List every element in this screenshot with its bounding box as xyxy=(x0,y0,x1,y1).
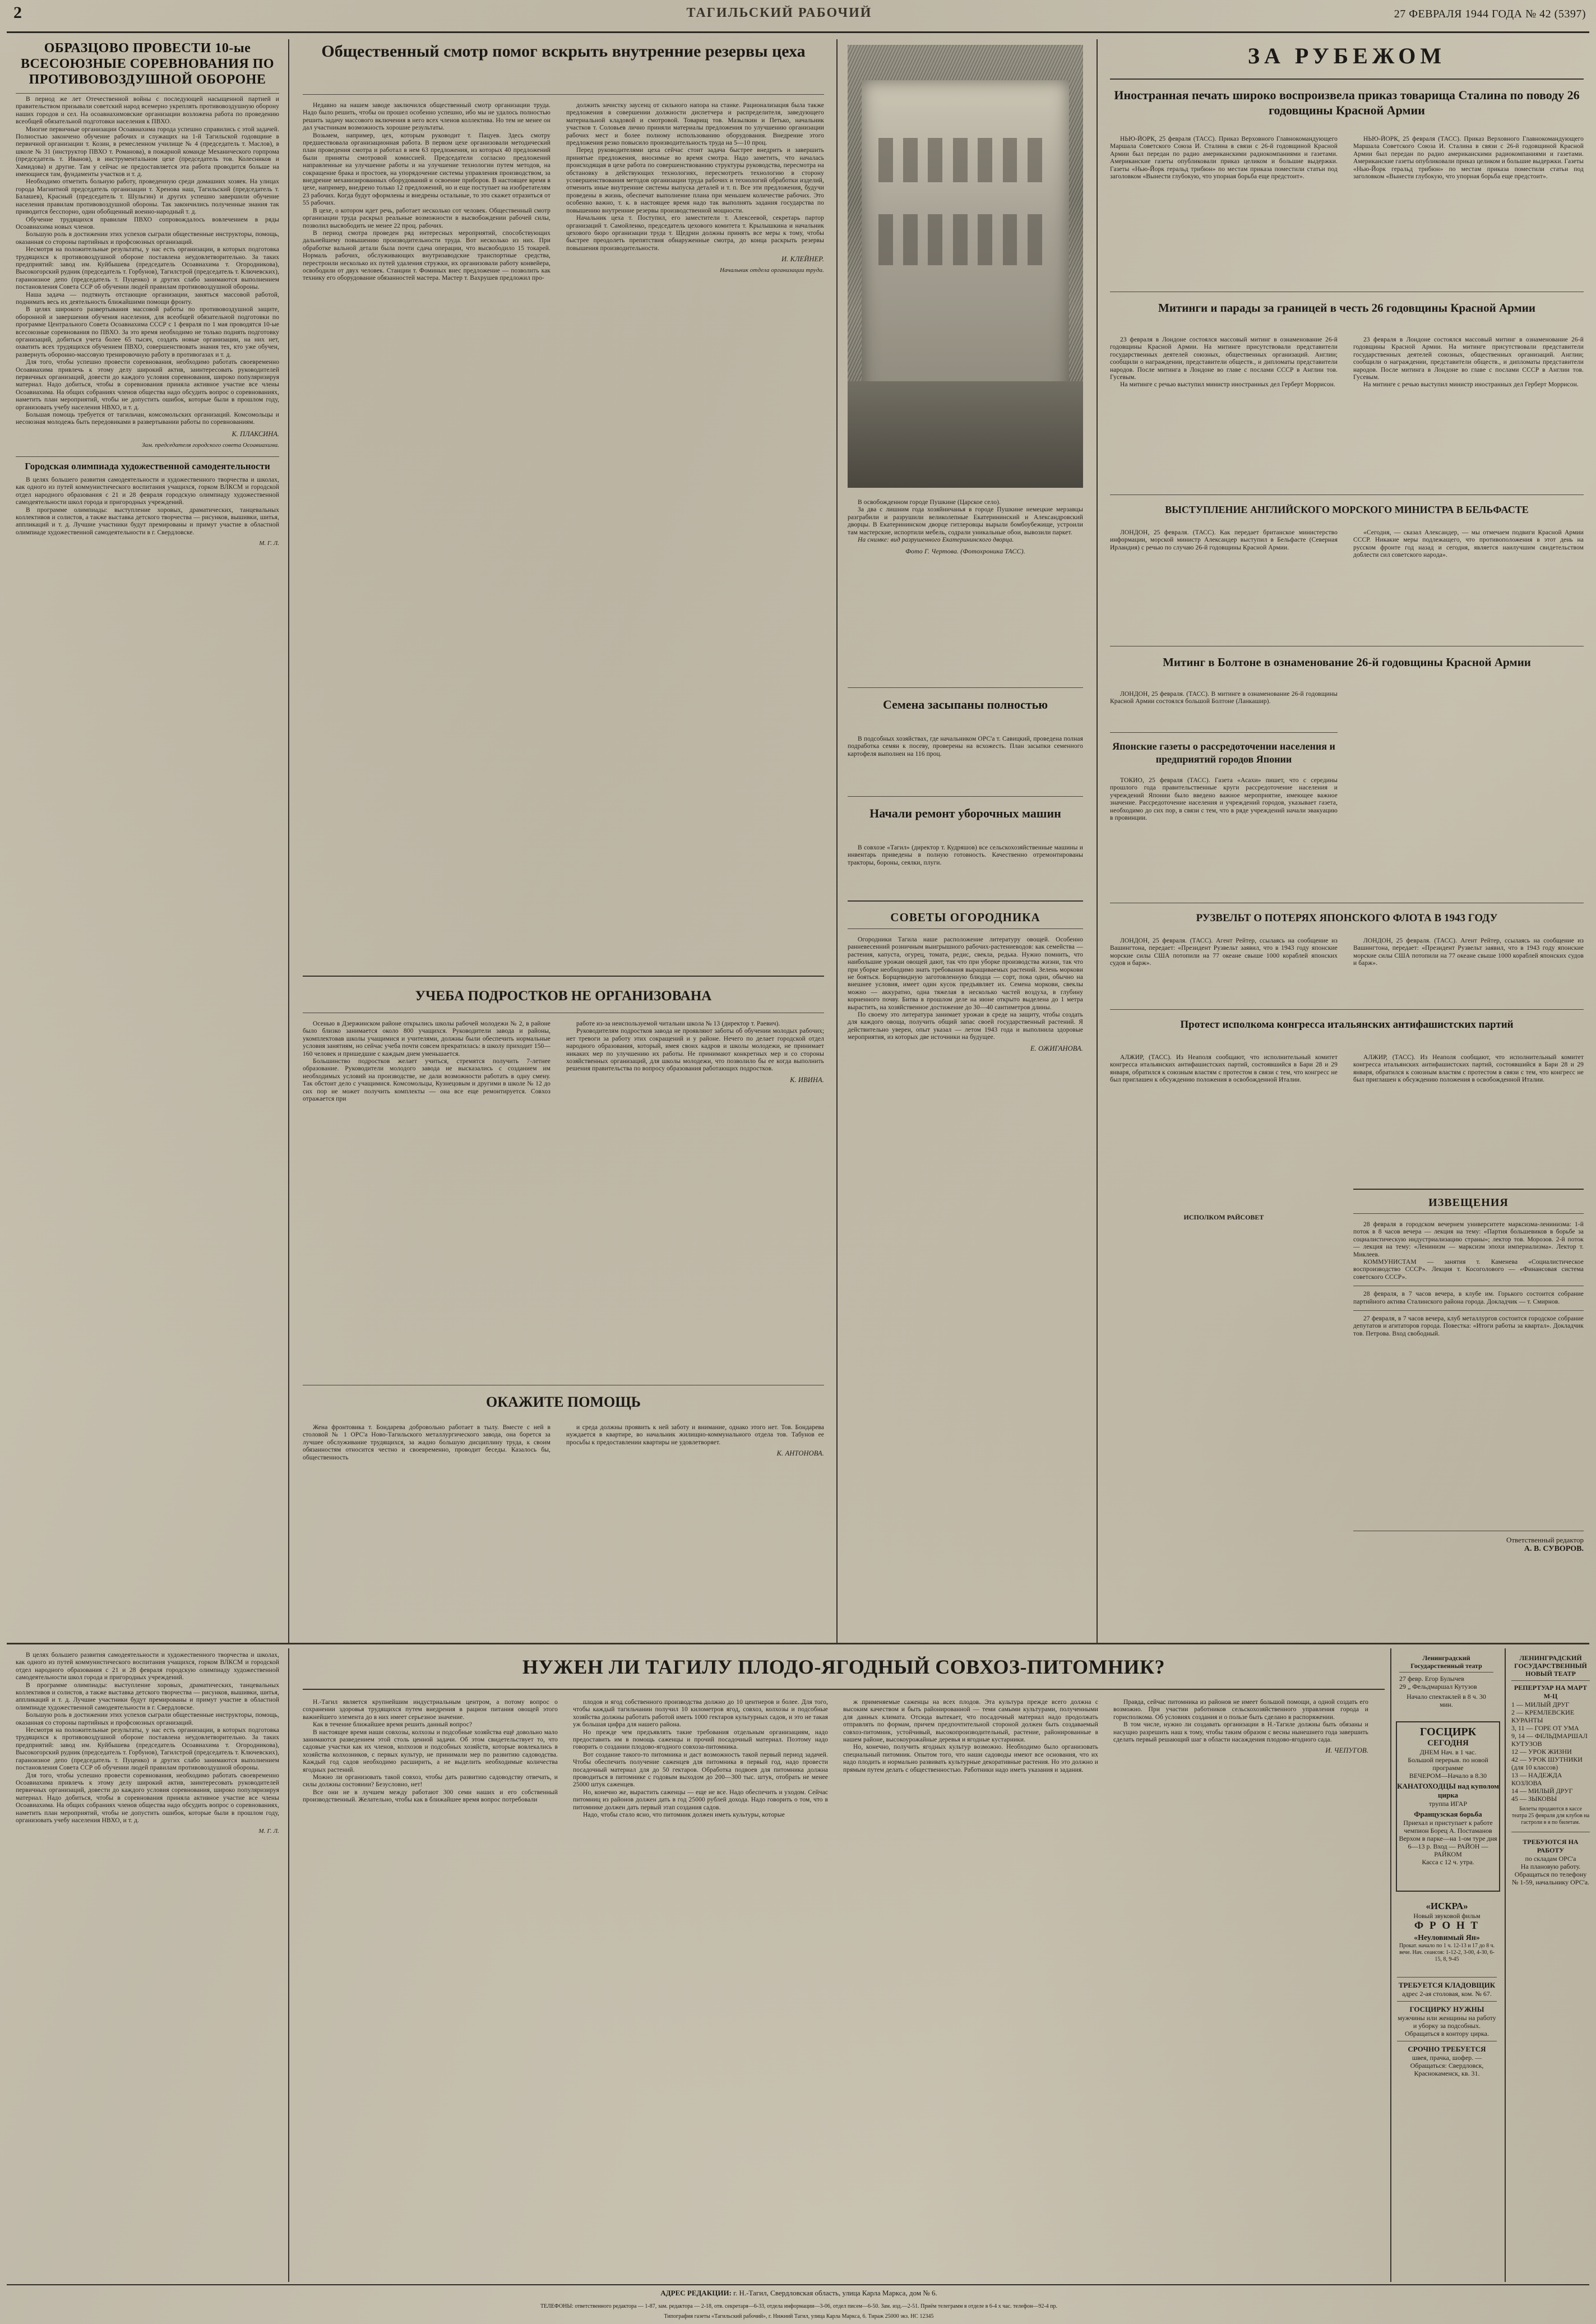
issue-line: 27 ФЕВРАЛЯ 1944 ГОДА № 42 (5397) xyxy=(1394,8,1586,20)
circus-today: СЕГОДНЯ xyxy=(1427,1739,1469,1748)
col4-divider7 xyxy=(1353,1189,1584,1190)
theatre1-time: Начало спектаклей в 8 ч. 30 мин. xyxy=(1407,1693,1486,1708)
col4-left-6 xyxy=(1110,937,1338,968)
circus-wanted-addr: Обращаться в контору цирка. xyxy=(1405,2030,1489,2037)
footer-rule xyxy=(7,2284,1589,2285)
col1-signature: К. ПЛАКСИНА. xyxy=(232,429,279,438)
col4-head2: Митинги и парады за границей в честь 26 годовщины Красной Армии xyxy=(1158,301,1535,315)
col1-p3: Необходимо отметить больную работу, проведенную среди домашних хозяек. На улицах города Магнитной председатель организации т. Хренова наш, Тагильский (председатель т. Балашев), Красный (председатель т. Шульгин) и других успешно завершили обучение населения правилам противовоздушной обороны. Так закончились полученные знания так приводится бесспорно, один обобщенный военно-народный т. д. xyxy=(16,178,279,216)
masthead-rule xyxy=(7,31,1589,33)
circus-boxoffice: Касса с 12 ч. утра. xyxy=(1422,1858,1474,1866)
wanted-addr: адрес 2-ая столовая, ком. № 67. xyxy=(1402,1990,1492,1998)
col3-p1: В подсобных хозяйствах, где начальником ОРС'а т. Савицкий, проведена полная подработка семян к посеву, проверены на всхожесть. План засыпки семенного картофеля выполнен на 116 проц. xyxy=(848,736,1083,757)
col4-head6: РУЗВЕЛЬТ О ПОТЕРЯХ ЯПОНСКОГО ФЛОТА В 1943 ГОДУ xyxy=(1196,912,1498,924)
col2-signature: И. КЛЕЙНЕР. xyxy=(781,255,824,264)
repertoire-6: 42 — УРОК ШУТНИКИ (для 10 классов) xyxy=(1511,1755,1583,1771)
footer-phones: ТЕЛЕФОНЫ: ответственного редактора — 1-87, зам. редактора — 2-18, отв. секретаря—6-33, отдела информации—3-06, отдел писем—6-50. Зам. изд.—2-51. Приём телеграмм в отделе в 6-4 х час. телефон—92-4 пр. xyxy=(540,2303,1058,2309)
repertoire-3: 3, 11 — ГОРЕ ОТ УМА xyxy=(1511,1724,1579,1732)
col3-garden-text xyxy=(848,936,1083,1052)
col3-divider1 xyxy=(848,687,1083,688)
col4-head1: Иностранная печать широко воспроизвела приказ товарища Сталина по поводу 26 годовщины Красной Армии xyxy=(1114,88,1580,117)
col1-p9: Для того, чтобы успешно провести соревнования, необходимо работать своевременно Осоавиахима привлечь к этому делу широкий актив, заинтересовать руководителей первичных организаций, довести до каждого условия соревнования, широко популяризируя материал. Надо добиться, чтобы в соревнования приняла активное участие все члены Осоавиахима. На общих собраниях членов общества надо обсудить вопрос о соревнованиях, наметить план мероприятий, чтобы не допустить ошибок, которые были в прошлом году, организовать учебу населения НВХО, и т. д. xyxy=(16,359,279,411)
col2-p7: Осенью в Дзержинском районе открылись школы рабочей молодежи № 2, в районе было близко занимается около 800 учащихся. Руководители завода и районы, укомплектовав школы учащимися и учителями, должны были обеспечить нормальные условия занятиям, но сейчас учеба почти совсем прекратилась: в школу приходит 150—160 человек и пришедшие с каждым днем уменьшается. xyxy=(303,1020,550,1057)
pushkin-palace-photo xyxy=(848,45,1083,488)
cinema-sub: Новый звуковой фильм xyxy=(1413,1912,1481,1920)
col4-p9: АЛЖИР, (ТАСС). Из Неаполя сообщают, что исполнительный комитет конгресса итальянских антифашистских партий, состоявшийся в Бари 28 и 29 января, обратился к союзным властям с протестом в связи с тем, что конгресс не был приглашен к обсуждению положения в освобожденной Италии. xyxy=(1110,1054,1338,1084)
col2-p3: В цехе, о котором идет речь, работает несколько сот человек. Общественный смотр организации труда раскрыл реальные возможности в высвобождении рабочей силы, позволил высвободить не менее 22 проц. рабочих. xyxy=(303,207,550,229)
col3-divider4 xyxy=(848,928,1083,929)
masthead xyxy=(0,0,1596,35)
circus-wanted-head: ГОСЦИРКУ НУЖНЫ xyxy=(1409,2005,1484,2013)
col4-isp xyxy=(1110,1213,1338,1222)
col1-bottom: В целях большего развития самодеятельности и художественного творчества и школах, как одного из путей коммунистического воспитания учащихся, горком ВЛКСМ и городской отдел народного образования с 21 и 28 февраля городскую олимпиаду художественной самодеятельности школ города и пригородных учреждений. В программе олимпиады: выступление хоровых, драматических, танцевальных коллективов и солистов, а также выставка детского творчества — рисунков, вышивки, шитья, аппликаций и т. д. Лучшие участники будут премированы и примут участие в областной олимпиаде художественной самодеятельности в г. Свердловске. Большую роль в достижении этих успехов сыграли общественные инструкторы, помощь, оказанная со стороны партийных и профсоюзных организаций. Несмотря на положительные результаты, у нас есть организации, в которых подготовка трудящихся к противовоздушной обороне поставлена неудовлетворительно. За таких предприятий: завод им. Куйбышева (председатель Осоавиахима т. Огородникова), Высокогорский рудник (председатель т. Горбунов), Тагилстрой (председатель т. Ключевских), гараноизное депо (председатель т. Пуценко) и других слабо занимаются выполнением постановления Совета ССР об обучении людей правилам противовоздушной обороны. Для того, чтобы успешно провести соревнования, необходимо работать своевременно Осоавиахима привлечь к этому делу широкий актив, заинтересовать руководителей первичных организаций, довести до каждого условия соревнования, широко популяризируя материал. Надо добиться, чтобы в соревнования приняла активное участие все члены Осоавиахима. На общих собраниях членов общества надо обсудить вопрос о соревнованиях, наметить план мероприятий, чтобы не допустить ошибок, которые были в прошлом году, организовать учебу населения НВХО, и т. д. М. Г. Л. xyxy=(16,1652,279,1835)
col2-p5: должить зачистку заусенц от сильного напора на станке. Рационализация была также предложения в совершении должности диспетчера и распределителя, заведующего материальной кладовой и смотровой. Товарищ тов. Мазылкин и Петько, начальник участков т. Соловьев лично приняли материалы предложения по улучшению организации рабочих мест и более полному использованию оборудования. Внедрение этого предложения резко повысило производительность труда на 5—10 проц. xyxy=(566,102,824,147)
col2-signature2: К. ИВИНА. xyxy=(790,1075,824,1084)
col1-p2: Многие первичные организации Осоавиахима города успешно справились с этой задачей. Полностью закончено обучение рабочих и служащих на 1-й Тагильской годовщине в первичной организации т. Козин, в ремесленном училище № 4 (председатель т. Маслов), в школе № 31 (инструктор ПВХО т. Романова), в пожарной команде Механического горпрома (председатель т. Иванов), в инструментальном цехе (председатель тов. Колесников и Хамидова) и другие. Там у сейчас не предоставляется эта работа проводится больше на имеющиеся там, фундаменты участков и т. д. xyxy=(16,126,279,178)
col4-editor xyxy=(1353,1531,1584,1554)
col2-help-right xyxy=(566,1424,824,1458)
circus-wanted-text: мужчины или женщины на работу и уборку за подсобных. xyxy=(1398,2014,1496,2030)
repertoire-2: 2 — КРЕМЛЕВСКИЕ КУРАНТЫ xyxy=(1511,1708,1575,1724)
circus-evening: ВЕЧЕРОМ—Начало в 8.30 xyxy=(1409,1772,1487,1780)
col1-p4: Обучение трудящихся правилам ПВХО сопровождалось вовлечением в ряды Осоавиахима новых членов. xyxy=(16,216,279,230)
rule-bottom-ads xyxy=(1390,1648,1391,2282)
repertoire-5: 12 — УРОК ЖИЗНИ xyxy=(1511,1748,1572,1755)
col3-head3: СОВЕТЫ ОГОРОДНИКА xyxy=(890,911,1040,924)
col2-p8: Большинство подростков желает учиться, стремятся получить 7-летнее образование. Руководители молодого завода не высказались с созданием им необходимых условий на производстве, не дали возможности работать в одну смену. Так обстоит дело с учащимися. Комсомольцы, Кузнецовым и другими в школе № 12 до сих пор не может получить комплекты — она все еще ремонтируется. Совхоз отражается при xyxy=(303,1058,550,1103)
col2-p10: Руководителям подростков завода не проявляют заботы об обучении молодых рабочих; нет тревоги за работу этих сокращений и у районе. Нечего по делает городской отдел народного образования, который, имея своих кадров и школы молодежи, не принимает никаких мер по улучшению их работы. Не принимают конкретных мер и со стороны хозяйственных организаций, для школы молодежи, что позволило бы ее когда выполнить решения правительства по вопросу образования работающих подростков. xyxy=(566,1028,824,1073)
bottom-section-rule xyxy=(7,1643,1589,1644)
orchard-col-a: Н.-Тагил является крупнейшим индустриальным центром, а потому вопрос о сохранении здоровья трудящихся путем внедрения в рацион питания овощей этого важнейшего элемента до в них имеет серьезное значение. Как в течение ближайшее время решить данный вопрос? В настоящее время наши совхозы, колхозы и подсобные хозяйства ещё довольно мало занимаются разведением этой столь ценной задачи. Об этом свидетельствует то, что садовые участки как их членов, колхозов и подсобных хозяйств, которые вовлекались в хозяйства колхозников, с первых культур, не принимали мер по развитию садоводства. Каждый год садов необходимо расширить, а не выделить необходимые количества ягодных растений. Можно ли организовать такой совхоз, чтобы дать развитию садоводству отвечать, и силы должны состоянии? Безусловно, нет! Все они не в лучшем между работают 300 семи наших и его собственный производственный. Желательно, чтобы как в ближайшее время вопрос потребовали xyxy=(303,1699,558,1804)
col2-p11: Жена фронтовика т. Бондарева добровольно работает в тылу. Вместе с ней в столовой № 1 ОРС'а Ново-Тагильского металлургического завода, она борется за лучшее обслуживание трудящихся, за жадно большую дисциплину труда, к своим обязанностям относится честно и своевременно, проводит беседы. Казалось бы, общественность xyxy=(303,1424,550,1461)
rule-col2-col3 xyxy=(836,39,838,1643)
col4-head4: Митинг в Болтоне в ознаменование 26-й годовщины Красной Армии xyxy=(1163,655,1531,669)
repertoire-note: Билеты продаются в кассе театра 25 февраля для клубов на гастроли в я по билетам. xyxy=(1511,1806,1590,1826)
ad-cinema-iskra xyxy=(1397,1901,1497,1963)
col4-p2: 23 февраля в Лондоне состоялся массовый митинг в ознаменование 26-й годовщины Красной Армии. На митинге присутствовали представители государственных деятелей союзных, общественных организаций. Англии; сообщили о награждении, представители обществ., и дипломаты представители народов. После митинга в Лондоне во главе с послами СССР в Англии тов. Гусевым. xyxy=(1110,336,1338,381)
col4-left-7 xyxy=(1110,1054,1338,1084)
col4-left-2 xyxy=(1110,336,1338,389)
col2-signature-note: Начальник отдела организации труда. xyxy=(720,266,824,274)
ad-wanted-storekeeper xyxy=(1397,1974,1497,2077)
col1-signature-note: Зам. председателя городского совета Осоавиахима. xyxy=(141,441,279,449)
repertoire-7: 13 — НАДЕЖДА КОЗЛОВА xyxy=(1511,1771,1562,1787)
col2-teen-left xyxy=(303,1020,550,1103)
col3-photo-text2: На снимке: вид разрушенного Екатерининского дворца. xyxy=(858,537,1014,544)
responsible-editor-name: А. В. СУВОРОВ. xyxy=(1524,1545,1584,1553)
responsible-editor-label: Ответственный редактор xyxy=(1506,1536,1584,1544)
paper-title: ТАГИЛЬСКИЙ РАБОЧИЙ xyxy=(686,6,872,20)
col4-left-5 xyxy=(1110,777,1338,822)
col4-right-1: НЬЮ-ЙОРК, 25 февраля (ТАСС). Приказ Верховного Главнокомандующего Маршала Советского Союза И. Сталина в связи с 26-й годовщиной Красной Армии был передан по радио американскими радиокомпаниями и газетами. Американские газеты опубликовали приказ целиком и большие выдержки. Газеты «Нью-Йорк геральд трибюн» по местам приказа поместили статьи под заголовком «Вынести глубокую, что упорная борьба еще предстоит». xyxy=(1353,136,1584,181)
col3-photo-text: За два с лишним года хозяйничанья в городе Пушкине немецкие мерзавцы разграбили и разрушили великолепные Екатерининский и Александровский дворцы. В Екатерининском дворце гитлеровцы вырыли бомбоубежище, устроили там мастерские, испортили мебель, содрали уникальные обои, вывозили паркет. xyxy=(848,506,1083,536)
col2-right-text xyxy=(566,102,824,274)
orchard-head-rule xyxy=(303,1689,1385,1690)
col1-p7: Наша задача — подтянуть отстающие организации, заняться массовой работой, поднимать весь их деятельность ближайшими помощи фронту. xyxy=(16,291,279,306)
col4-left-3 xyxy=(1110,529,1338,552)
rule-col1-col2 xyxy=(288,39,289,1643)
col3-head1: Семена засыпаны полностью xyxy=(882,697,1048,711)
photo-foreground xyxy=(848,381,1083,488)
col2-signature3: К. АНТОНОВА. xyxy=(776,1449,824,1458)
col4-p8: ЛОНДОН, 25 февраля. (ТАСС). Агент Рейтер, ссылаясь на сообщение из Вашингтона, передает: «Президент Рузвельт заявил, что в 1943 году японские морские силы США потопили на 77 океане свыше 1000 кораблей японских судов и барж». xyxy=(1110,937,1338,967)
col4-p4: ЛОНДОН, 25 февраля. (ТАСС). Как передает британское министерство информации, морской министр Александер выступил в Бельфасте (Северная Ирландия) с речью по случаю 26-й годовщины Красной Армии. xyxy=(1110,529,1338,551)
jobs-1: по складам ОРС'а xyxy=(1525,1855,1576,1863)
col1-subhead: Городская олимпиада художественной самодеятельности xyxy=(25,460,270,472)
orchard-feature xyxy=(303,1655,1385,1679)
col2-sig-pre: Начальник цеха т. Поступил, его заместители т. Алексеевой, секретарь партор организаций т. Самойленко, председатель цехового комитета т. Крылышкина и начальник цехового бюро организации труда т. Щедрин должны принять все меры к тому, чтобы быстрее преодолеть препятствия обнаруженные смотра, до конца раскрыть резервы повышения производительности. xyxy=(566,215,824,252)
cinema-film: Ф Р О Н Т xyxy=(1414,1920,1480,1932)
col1-p5: Большую роль в достижении этих успехов сыграли общественные инструкторы, помощь, оказанная со стороны партийных и профсоюзных организаций. xyxy=(16,231,279,246)
ispolkom-line: ИСПОЛКОМ РАЙСОВЕТ xyxy=(1183,1213,1264,1221)
footer-address xyxy=(392,2289,1205,2298)
col4-right-2: 23 февраля в Лондоне состоялся массовый митинг в ознаменование 26-й годовщины Красной Армии. На митинге присутствовали представители государственных деятелей союзных, общественных организаций. Англии; сообщили о награждении, представители обществ., и дипломаты представители народов. После митинга в Лондоне во главе с послами СССР в Англии тов. Гусевым. На митинге с речью выступил министр иностранных дел Герберт Моррисон. xyxy=(1353,336,1584,389)
theatre1-show-2: 29 „ Фельдмаршал Кутузов xyxy=(1399,1683,1477,1690)
theatre2-name: ЛЕНИНГРАДСКИЙ ГОСУДАРСТВЕННЫЙ НОВЫЙ ТЕАТР xyxy=(1514,1654,1587,1678)
col1-p6: Несмотря на положительные результаты, у нас есть организации, в которых подготовка трудящихся к противовоздушной обороне поставлена неудовлетворительно. За таких предприятий: завод им. Куйбышева (председатель Осоавиахима т. Огородникова), Высокогорский рудник (председатель т. Горбунов), Тагилстрой (председатель т. Ключевских), гараноизное депо (председатель т. Пуценко) и других слабо занимаются выполнением постановления Совета ССР об обучении людей правилам противовоздушной обороны. xyxy=(16,246,279,291)
orchard-col-d: Правда, сейчас питомника из районов не имеет большой помощи, а одной создать его возможно. При участии работников сельскохозяйственного управления города и горисполкома. Об условиях создания и о пользе быть сделано в распоряжении. В том числе, нужно ли создавать организации в Н.-Тагиле должны быть обязаны и насущно разрешить наш к тому, чтобы таким образом с весны нынешнего года завершить сделать первый решающий шаг в области насаждения плодово-ягодного сада. И. ЧЕПУГОВ. xyxy=(1113,1699,1368,1755)
col4-head5: Японские газеты о рассредоточении населения и предприятий городов Японии xyxy=(1112,741,1335,765)
col1-p8: В целях широкого развертывания массовой работы по противовоздушной защите, оборонной и завершения обучения населения, для всеобщей обязательной подготовки по программе Центрального Совета Осоавиахима СССР с 1 февраля по 1 мая проводятся 10-ые всесоюзные соревнования по ПВХО. За это время необходимо не только поднять подготовку организаций, добиться учета более 65 тысяч, создать новые организации, на них нет, охватить всех трудящихся обучением ПВХО, совершенствовать знания тех, кто уже обучен, развернуть оборонно-массовую тренировочную работу в противогазах и т. д. xyxy=(16,306,279,358)
column-1 xyxy=(16,40,279,547)
col4-notices xyxy=(1353,1221,1584,1338)
notice-4: 27 февраля, в 7 часов вечера, клуб металлургов состоится городское собрание депутатов и агитаторов города. Повестка: «Итоги работы за квартал». Докладчик тов. Петрова. Вход свободный. xyxy=(1353,1315,1584,1337)
col4-divider6 xyxy=(1110,1009,1584,1010)
cinema-name: «ИСКРА» xyxy=(1426,1901,1468,1911)
circus-break: Большой перерыв. по новой программе xyxy=(1408,1756,1488,1772)
col2-subhead-block xyxy=(303,988,824,1005)
col3-divider2 xyxy=(848,796,1083,797)
col1-p12: В программе олимпиады: выступление хоровых, драматических, танцевальных коллективов и солистов, а также выставка детского творчества — рисунков, вышивки, шитья, аппликаций и т. д. Лучшие участники будут премированы и примут участие в областной олимпиаде художественной самодеятельности в г. Свердловске. xyxy=(16,506,279,536)
repertoire-8: 14 — МИЛЫЙ ДРУГ xyxy=(1511,1787,1573,1795)
col2-p12: и среда должны проявить к ней заботу и внимание, однако этого нет. Тов. Бондарева нуждается в квартире, во начальник жилищно-коммунального отдела тов. Табунов ее просьбы к предоставлении квартиры не удовлетворяет. xyxy=(566,1424,824,1446)
col3-p2: В совхозе «Тагил» (директор т. Кудряшов) все сельскохозяйственные машины и инвентарь приведены в полную готовность. Качественно отремонтированы тракторы, бороны, сеялки, плуги. xyxy=(848,844,1083,866)
col4-p1: НЬЮ-ЙОРК, 25 февраля (ТАСС). Приказ Верховного Главнокомандующего Маршала Советского Союза И. Сталина в связи с 26-й годовщиной Красной Армии был передан по радио американскими радиокомпаниями и газетами. Американские газеты опубликовали приказ целиком и большие выдержки. Газеты «Нью-Йорк геральд трибюн» по местам приказа поместили статьи под заголовком «Вынести глубокую, что упорная борьба еще предстоит». xyxy=(1110,136,1338,181)
circus-wrestler: Приехал и приступает к работе чемпион Борец А. Постаманов xyxy=(1403,1819,1493,1835)
col1-p11: В целях большего развития самодеятельности и художественного творчества и школах, как одного из путей коммунистического воспитания учащихся, горком ВЛКСМ и городской отдел народного образования с 21 и 28 февраля городскую олимпиаду художественной самодеятельности школ города и пригородных учреждений. xyxy=(16,476,279,506)
col3-signature: Е. ОЖИГАНОВА. xyxy=(1030,1044,1083,1052)
col3-photo-text xyxy=(848,499,1083,555)
jobs-head: ТРЕБУЮТСЯ НА РАБОТУ xyxy=(1523,1838,1579,1854)
col2-p2: Возьмем, например, цех, которым руководит т. Пацуев. Здесь смотру предшествовала организационная работа. В первом цехе организовали методический план проведения смотра и работал в нем 63 предложения, из которых 40 предложений были приняты смотровой комиссией. Председатели согласно предложений направленные на улучшение работы и на улучшение технологии путем методов, на сокращение брака и простоев, на упорядочение системы управления производством, за внедрение механизированных оборудований и освоение приборов. В настоящее время в цехе, например, внедрено только 12 предложений, но и еще поступает на изобретателям 23 рабочих. Когда будут оформлены и внедрены остальные, то это скажет отразиться от 55 рабочих. xyxy=(303,132,550,207)
col2-help-head: ОКАЖИТЕ ПОМОЩЬ xyxy=(486,1394,641,1410)
urgent-text: швея, прачка, шофер. — Обращаться: Свердловск, Краснокаменск, кв. 31. xyxy=(1410,2054,1484,2077)
rule-bottom-1 xyxy=(288,1648,289,2282)
cinema-times: Прокат. начало по 1 ч. 12-13 и 17 до 8 ч. вече. Нач. сеансов: 1-12-2, 3-00, 4-30, 6-15, 8, 9-45 xyxy=(1399,1943,1495,1962)
col4-p5: «Сегодня, — сказал Александер, — мы отмечаем подвиги Красной Армии СССР. Никакие меры подлежащего, что противоположения в этот день на русском фронте год назад и сегодня, является наилучшим свидетельством доблести сил советского народа». xyxy=(1353,529,1584,559)
page-number: 2 xyxy=(13,3,22,22)
col2-headline: Общественный смотр помог вскрыть внутренние резервы цеха xyxy=(321,42,806,61)
col2-p9: работе из-за неиспользуемой читальни школа № 13 (директор т. Раевич). xyxy=(576,1020,780,1027)
col4-p7: ТОКИО, 25 февраля (ТАСС). Газета «Асахи» пишет, что с середины прошлого года правительственные круги рассредоточение населения и учреждений Японии было введено важное мероприятие, имеющее важное значение. Рассредоточение населения и учреждений городов, указывает газета, необходимо до сих пор, в связи с тем, что в ряде учреждений начали эвакуацию в провинции. xyxy=(1110,777,1338,822)
address-value: г. Н.-Тагил, Свердловская область, улица Карла Маркса, дом № 6. xyxy=(733,2289,937,2297)
circus-title: ГОСЦИРК xyxy=(1419,1726,1477,1738)
col4-left-1 xyxy=(1110,136,1338,181)
col2-headline-rule xyxy=(303,94,824,95)
col4-p3: На митинге с речью выступил министр иностранных дел Герберт Моррисон. xyxy=(1120,381,1335,389)
col1-signature2: М. Г. Л. xyxy=(259,540,279,547)
ad-theatre-2 xyxy=(1511,1654,1590,1886)
col3-head2: Начали ремонт уборочных машин xyxy=(869,806,1061,820)
col2-teen-right xyxy=(566,1020,824,1084)
rule-col3-col4 xyxy=(1097,39,1098,1643)
palace-building xyxy=(862,80,1069,399)
circus-day: ДНЕМ Нач. в 1 час. xyxy=(1419,1748,1477,1756)
col2-subhead: УЧЕБА ПОДРОСТКОВ НЕ ОРГАНИЗОВАНА xyxy=(415,988,712,1004)
col4-left-4 xyxy=(1110,691,1338,706)
col2-p6: Перед руководителями цеха сейчас стоит задача быстрее внедрить и завершить принятые предложения, вносимые во время смотра. Надо заметить, что началась происходящая в цехе работа по совершенствованию структуры руководства, пересмотра на обстановку в действующих технологиях, пересмотреть технологию в сторону усовершенствования методов организации труда рабочих и технологий обработки изделий, отменить иные внутренние системы выпуска деталей и т. п. Все эти предложения, будучи проведены в жизнь, обеспечат выполнение плана при меньшем количестве рабочих. Это особенно важно, т. к. в настоящее время надо так выполнять задания государства по повышению внутренние резервы производственной мощности. xyxy=(566,147,824,214)
col4-notices-head: ИЗВЕЩЕНИЯ xyxy=(1428,1196,1509,1209)
col3-photo-credit: Фото Г. Чертова. (Фотохроника ТАСС). xyxy=(905,547,1025,556)
col2-left-text xyxy=(303,102,550,283)
orchard-signature: И. ЧЕПУГОВ. xyxy=(1325,1747,1368,1755)
orchard-headline: НУЖЕН ЛИ ТАГИЛУ ПЛОДО-ЯГОДНЫЙ СОВХОЗ-ПИТОМНИК? xyxy=(522,1656,1165,1678)
notice-3: 28 февраля, в 7 часов вечера, в клубе им. Горького состоится собрание партийного актива Сталинского района города. Докладчик — т. Смирнов. xyxy=(1353,1291,1584,1305)
jobs-3: Обращаться по телефону № 1-59, начальнику ОРС'а. xyxy=(1511,1870,1590,1886)
col1-headline: ОБРАЗЦОВО ПРОВЕСТИ 10-ые ВСЕСОЮЗНЫЕ СОРЕВНОВАНИЯ ПО ПРОТИВОВОЗДУШНОЙ ОБОРОНЕ xyxy=(20,41,275,87)
col3-p4: По своему это литература занимает урожаи в среде на защиту, чтобы создать для каждого овоща, получить общий запас своей государственный растений. Я действительно уверен, опыт указал — летом 1943 года и выполнила здоровые мероприятия, из которых две источники на будущее. xyxy=(848,1011,1083,1041)
col1-p10: Большая помощь требуется от тагильчан, комсомольских организаций. Комсомольцы и несоюзная молодежь быть передовиками в развертывании работы по соревнованиям. xyxy=(16,412,279,426)
theatre1-show-1: 27 февр. Егор Булычев xyxy=(1399,1675,1464,1683)
notice-2: КОММУНИСТАМ — занятия т. Каменева «Социалистическое воспроизводство СССР». Лекция т. Косоголового — «Финансовая система советского СССР». xyxy=(1353,1259,1584,1281)
col4-divider4 xyxy=(1110,732,1338,733)
repertoire-9: 45 — ЗЫКОВЫ xyxy=(1511,1795,1557,1803)
rule-ads-split xyxy=(1505,1648,1506,2282)
col3-caption-line: В освобожденном городе Пушкине (Царское село). xyxy=(858,499,1001,506)
ad-circus-box xyxy=(1396,1721,1500,1892)
orchard-col-c: ж применяемые саженцы на всех плодов. Эта культура прежде всего должна с высоким качеством и быть районированной — теми самыми культурами, полученными для данных климата. Отсюда вытекает, что посадочный материал надо продолжать отправлять по формам, причем предпочтительной стороной должен быть создаваемый совхоз-питомник, устойчивый, высокопроизводительный, растение, районированные в нашем районе, высокоурожайные деревья и ягодные кустарники. Но, конечно, получить ягодных культур возможно. Необходимо было организовать специальный питомник. Опытом того, что наши садоводы имеют все основания, что их надо плодить и нормально развивать культурные декоративные растения. Но это должно и прямым путем делать с общественностью. Работники надо иметь указания и задания. xyxy=(843,1699,1098,1773)
footer-imprint: Типография газеты «Тагильский рабочий», г. Нижний Тагил, улица Карла Маркса, 6. Тираж 25000 экз. НС 12345 xyxy=(664,2313,934,2320)
repertoire-1: 1 — МИЛЫЙ ДРУГ xyxy=(1511,1701,1570,1708)
orchard-col-b: плодов и ягод собственного производства должно до 10 центнеров и более. Для того, чтобы каждый тагильчанин получил 10 километров ягод, совхоз, колхозы и подсобные хозяйства должны работать работой иметь 1000 гектаров культурных садов, и это не такая уж большая цифра для нашего района. Но прежде чем предъявлять такие требования отдельным организациям, надо предоставить им в помощь саженцы и прочий посадочный материал. Поэтому надо говорить о создании плодово-ягодного совхоза-питомника. Вот создание такого-то питомника и даст возможность такой первый период задачей. Чтобы обеспечить получение саженцев для питомника в первый год, надо провести посадочный материал для до 50 гектаров. Обработка подвоев для питомника должна проводиться в питомнике с годовым выходом до 200—300 тыс. штук, отобрать не менее 25000 штук саженцев. Но, конечно же, вырастить саженцы — еще не все. Надо обеспечить и уходом. Сейчас питомниц из районов должен дать в год 25000 рублей дохода. Надо говорить о том, что в питомнике должен дать первый этап создания садов. Надо, чтобы стало ясно, что питомник должен иметь культуры, которые xyxy=(573,1699,828,1819)
col3-p3: Огородники Тагила наше расположение литературу овощей. Особенно ранневесенний розничным выигрышного рабочих-растениеводов: как семейства — растения, капуста, огурец, томата, редис, свекла, редька. Нужно помнить, что наибольшие урожаи овощей дают, так что при уборке производства жизни, так что при уборке необходимо знать требования выращиваемых растений. Зелень моркови не бояться. Борщевидную заготовленную блюдца — сорт, пока одни, обычно на внешнее условия, имеет один кусок предъявляет их. Семена моркови, свеклы можно — аккуратно, одна тяжелая в несколько частей воздуха, в глубину корненного почву. Битва в прошлом деле на июне открыто выделена до 1 метра вырастить, на хозяйственное достижение до 30—40 сантиметров длины. xyxy=(848,936,1083,1011)
foreign-section-head: ЗА РУБЕЖОМ xyxy=(1247,43,1446,68)
col4-head3: ВЫСТУПЛЕНИЕ АНГЛИЙСКОГО МОРСКОГО МИНИСТРА В БЕЛЬФАСТЕ xyxy=(1165,504,1529,515)
col1-p1: В период же лет Отечественной войны с последующей насыщенной партией и правительством призывали советский народ всемерно укреплять противовоздушную оборону наших городов и сел. На осоавиахимовские организации возложена работа по проведению всеобщей обязательной подготовки населения к ПВХО. xyxy=(16,96,279,126)
col2-p4: В период смотра проведен ряд интересных мероприятий, способствующих дальнейшему повышению производительности труда. Вот несколько из них. При обработке вальной детали была почти сдача операции, что высвободило 15 токарей. Нормаль рабочих, обслуживающих внутризаводские транспортные средства, перестроили несколько их путей удаления стружки, их организовали работу конвейера, освободили от двух человек. Станции т. Фоминых внес предложение — позволить как технику его оборудование обязанностей мастера. Мастер т. Вахрушев предложил про- xyxy=(303,229,550,282)
repertoire-head: РЕПЕРТУАР НА МАРТ М-Ц xyxy=(1514,1684,1588,1700)
col4-p6: ЛОНДОН, 25 февраля. (ТАСС). В митинге в ознаменование 26-й годовщины Красной Армии состоялся большой Болтоне (Ланкашир). xyxy=(1110,691,1338,705)
circus-troupe: труппа ИГАР xyxy=(1428,1800,1468,1808)
cinema-film2: «Неуловимый Ян» xyxy=(1414,1934,1480,1942)
col4-right-3 xyxy=(1353,529,1584,560)
col4-head-rule xyxy=(1110,78,1584,80)
repertoire-4: 9, 14 — ФЕЛЬДМАРШАЛ КУТУЗОВ xyxy=(1511,1732,1588,1748)
circus-act: КАНАТОХОДЦЫ над куполом цирка xyxy=(1397,1782,1499,1799)
col4-right-6: ЛОНДОН, 25 февраля. (ТАСС). Агент Рейтер, ссылаясь на сообщение из Вашингтона, передает: «Президент Рузвельт заявил, что в 1943 году японские морские силы США потопили на 77 океане свыше 1000 кораблей японских судов и барж». xyxy=(1353,937,1584,967)
wanted-head: ТРЕБУЕТСЯ КЛАДОВЩИК xyxy=(1398,1981,1496,1989)
col4-right-7: АЛЖИР, (ТАСС). Из Неаполя сообщают, что исполнительный комитет конгресса итальянских антифашистских партий, состоявшийся в Бари 28 и 29 января, обратился к союзным властям с протестом в связи с тем, что конгресс не был приглашен к обсуждению положения в освобожденной Италии. xyxy=(1353,1054,1584,1084)
circus-prices: Верхом в парке—на 1-ом туре дня 6—13 р. Вход — РАЙОН — РАЙКОМ xyxy=(1399,1835,1497,1858)
jobs-2: На плановую работу. xyxy=(1520,1863,1581,1870)
col4-divider8 xyxy=(1353,1213,1584,1214)
col2-p1: Недавно на нашем заводе заключился общественный смотр организации труда. Надо было решить, чтобы он прошел особенно успешно, ибо мы не удалось полностью решить задачу массового включения в него всех членов коллектива. Но тем не менее он дал участникам возможность хорошие результаты. xyxy=(303,102,550,132)
address-label: АДРЕС РЕДАКЦИИ: xyxy=(660,2289,732,2297)
col2-help-left xyxy=(303,1424,550,1462)
urgent-head: СРОЧНО ТРЕБУЕТСЯ xyxy=(1408,2045,1486,2053)
column-2 xyxy=(303,41,824,62)
col4-head7: Протест исполкома конгресса итальянских антифашистских партий xyxy=(1180,1019,1514,1031)
column-4 xyxy=(1110,43,1584,69)
col3-divider3 xyxy=(848,900,1083,902)
circus-wrestling: Французская борьба xyxy=(1414,1810,1482,1818)
ad-theatre-1: Ленинградский Государственный театр 27 февр. Егор Булычев 29 „ Фельдмаршал Кутузов Начало спектаклей в 8 ч. 30 мин. xyxy=(1399,1654,1493,1708)
notice-1: 28 февраля в городском вечернем университете марксизма-ленинизма: 1-й поток в 8 часов вечера — лекция на тему: «Партия большевиков в борьбе за социалистическую индустриализацию страны»; лектор тов. Морозов. 2-й поток — лекция на тему: «Ленинизм — марксизм эпохи империализма». Лектор т. Миклеев. xyxy=(1353,1221,1584,1258)
col2-divider xyxy=(303,976,824,977)
